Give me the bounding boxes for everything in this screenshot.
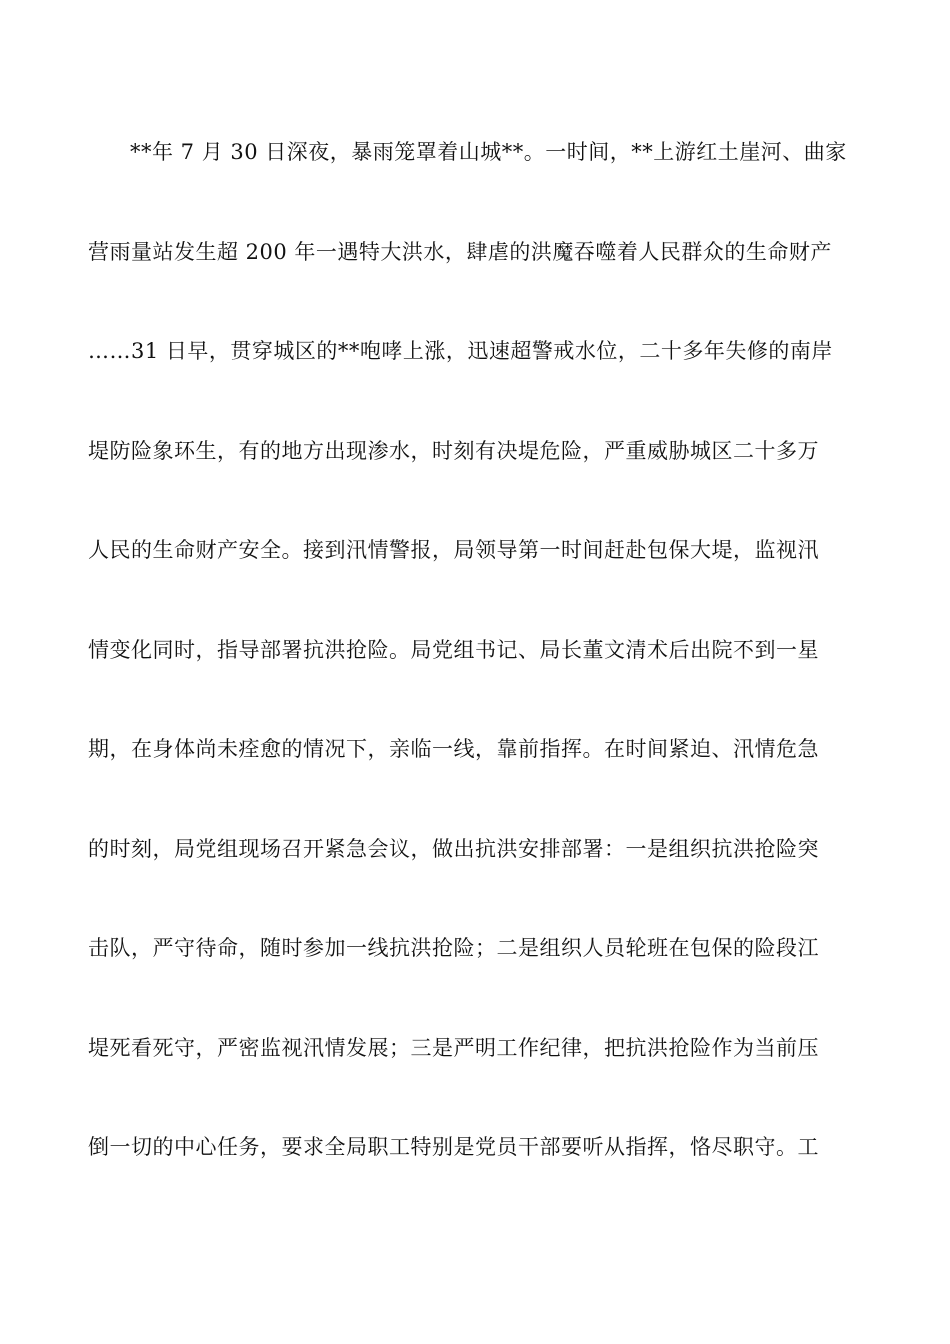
- paragraph-line-10: 堤死看死守，严密监视汛情发展；三是严明工作纪律，把抗洪抢险作为当前压: [88, 1035, 819, 1060]
- paragraph-line-5: 人民的生命财产安全。接到汛情警报，局领导第一时间赶赴包保大堤，监视汛: [88, 538, 819, 562]
- paragraph-line-7: 期，在身体尚未痊愈的情况下，亲临一线，靠前指挥。在时间紧迫、汛情危急: [88, 737, 819, 761]
- paragraph-line-8: 的时刻，局党组现场召开紧急会议，做出抗洪安排部署：一是组织抗洪抢险突: [88, 836, 819, 861]
- paragraph-line-2: 营雨量站发生超 200 年一遇特大洪水，肆虐的洪魔吞噬着人民群众的生命财产: [88, 239, 832, 264]
- paragraph-line-9: 击队，严守待命，随时参加一线抗洪抢险；二是组织人员轮班在包保的险段江: [88, 936, 819, 960]
- paragraph-line-4: 堤防险象环生，有的地方出现渗水，时刻有决堤危险，严重威胁城区二十多万: [88, 438, 819, 463]
- paragraph-line-11: 倒一切的中心任务，要求全局职工特别是党员干部要听从指挥，恪尽职守。工: [88, 1135, 819, 1159]
- paragraph-line-1: **年 7 月 30 日深夜，暴雨笼罩着山城**。一时间，**上游红土崖河、曲家: [130, 140, 847, 164]
- body-paragraph: [88, 132, 858, 1227]
- paragraph-line-3: ……31 日早，贯穿城区的**咆哮上涨，迅速超警戒水位，二十多年失修的南岸: [88, 339, 833, 363]
- paragraph-line-6: 情变化同时，指导部署抗洪抢险。局党组书记、局长董文清术后出院不到一星: [88, 637, 819, 662]
